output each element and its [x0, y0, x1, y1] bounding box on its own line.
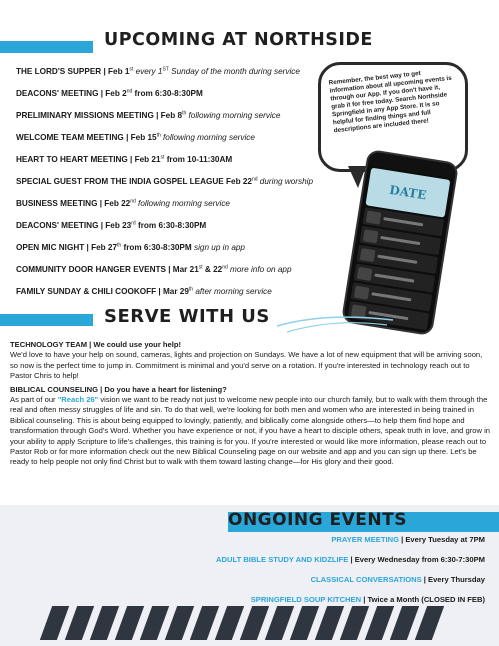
stripe [140, 606, 169, 640]
tech-team-title: TECHNOLOGY TEAM | We could use your help! [10, 340, 182, 349]
event-item: DEACONS' MEETING | Feb 23rd from 6:30-8:30PM [16, 220, 207, 230]
app-reminder-text: Remember, the best way to get information about all upcoming events is through our App. If you don't have it, grab it for free today. Search Northside Springfield in any App Store. It is so helpful for finding things and full descriptions are included there! [328, 69, 453, 135]
top-strip [0, 0, 499, 32]
events-list [16, 66, 336, 308]
event-item: COMMUNITY DOOR HANGER EVENTS | Mar 21st & 22nd more info on app [16, 264, 292, 274]
phone-line [383, 217, 423, 226]
phone-date-icon [360, 248, 376, 262]
phone-date-icon [357, 266, 373, 280]
phone-line [380, 236, 420, 245]
stripe [365, 606, 394, 640]
serve-body [10, 340, 492, 468]
ongoing-list [45, 535, 485, 615]
phone-banner-text: DATE [388, 182, 428, 203]
stripe [90, 606, 119, 640]
stripe [315, 606, 344, 640]
event-item: SPECIAL GUEST FROM THE INDIA GOSPEL LEAGUE Feb 22nd during worship [16, 176, 314, 186]
event-item: WELCOME TEAM MEETING | Feb 15th following morning service [16, 132, 255, 142]
event-item: PRELIMINARY MISSIONS MEETING | Feb 8th following morning service [16, 110, 281, 120]
tech-team-body: We'd love to have your help on sound, cameras, lights and projection on Sundays. We have a lot of new equipment that will be arriving soon, so now is the perfect time to jump in. Commitment is minimal and you'd serve on a rotation. If you're interested in technology reach out to Pastor Chris to help! [10, 350, 483, 381]
serve-accent-bar [0, 314, 93, 326]
stripe [265, 606, 294, 640]
stripe [215, 606, 244, 640]
reach-26-highlight: "Reach 26" [57, 395, 99, 405]
stripe [190, 606, 219, 640]
counseling-body: As part of our "Reach 26" vision we want to be ready not just to welcome new people into our church family, but to walk with them through the real and often messy struggles of life and sin. To do that well, we're looking for both men and women who are interested in being trained in Biblical counseling. This is about being equipped to lovingly, patiently, and biblically come alongside others—to help them find hope and transformation through God's Word. Whether you have experience or not, if you have a heart to disciple others, speak truth in love, and grow in your ability to apply Scripture to life's challenges, this training is for you. If you're interested or would like more information, please reach out to Pastor Rob or for more information check out the new Biblical Counseling page on our website and app and you can sign up there. Let's be ready to help people not only find Christ but to walk with them toward lasting change—for His glory and their good. [10, 395, 490, 467]
event-item: BUSINESS MEETING | Feb 22nd following morning service [16, 198, 230, 208]
ongoing-item: ADULT BIBLE STUDY AND KIDZLIFE | Every Wednesday from 6:30-7:30PM [216, 555, 485, 564]
upcoming-heading: UPCOMING AT NORTHSIDE [104, 30, 373, 50]
phone-date-icon [366, 210, 382, 224]
serve-swoosh [275, 310, 395, 334]
phone-date-icon [363, 229, 379, 243]
phone-line [377, 255, 417, 264]
event-item: THE LORD'S SUPPER | Feb 1st every 1ST Sunday of the month during service [16, 66, 300, 76]
stripe [290, 606, 319, 640]
event-item: OPEN MIC NIGHT | Feb 27th from 6:30-8:30PM sign up in app [16, 242, 245, 252]
stripe [390, 606, 419, 640]
ongoing-item: SPRINGFIELD SOUP KITCHEN | Twice a Month (CLOSED IN FEB) [250, 595, 485, 604]
event-item: FAMILY SUNDAY & CHILI COOKOFF | Mar 29th after morning service [16, 286, 272, 296]
stripe [115, 606, 144, 640]
ongoing-heading: ONGOING EVENTS [228, 510, 407, 530]
stripe [65, 606, 94, 640]
phone-date-icon [354, 285, 370, 299]
phone-line [374, 273, 414, 282]
ongoing-item: PRAYER MEETING | Every Tuesday at 7PM [331, 535, 485, 544]
event-item: DEACONS' MEETING | Feb 2nd from 6:30-8:30PM [16, 88, 203, 98]
phone-line [371, 292, 411, 301]
stripe [165, 606, 194, 640]
stripe [240, 606, 269, 640]
stripe [340, 606, 369, 640]
serve-heading: SERVE WITH US [104, 306, 270, 327]
decorative-stripes [46, 606, 438, 640]
counseling-title: BIBLICAL COUNSELING | Do you have a heart for listening? [10, 384, 227, 394]
event-item: HEART TO HEART MEETING | Feb 21st from 10-11:30AM [16, 154, 233, 164]
upcoming-accent-bar [0, 41, 93, 53]
ongoing-item: CLASSICAL CONVERSATIONS | Every Thursday [310, 575, 485, 584]
